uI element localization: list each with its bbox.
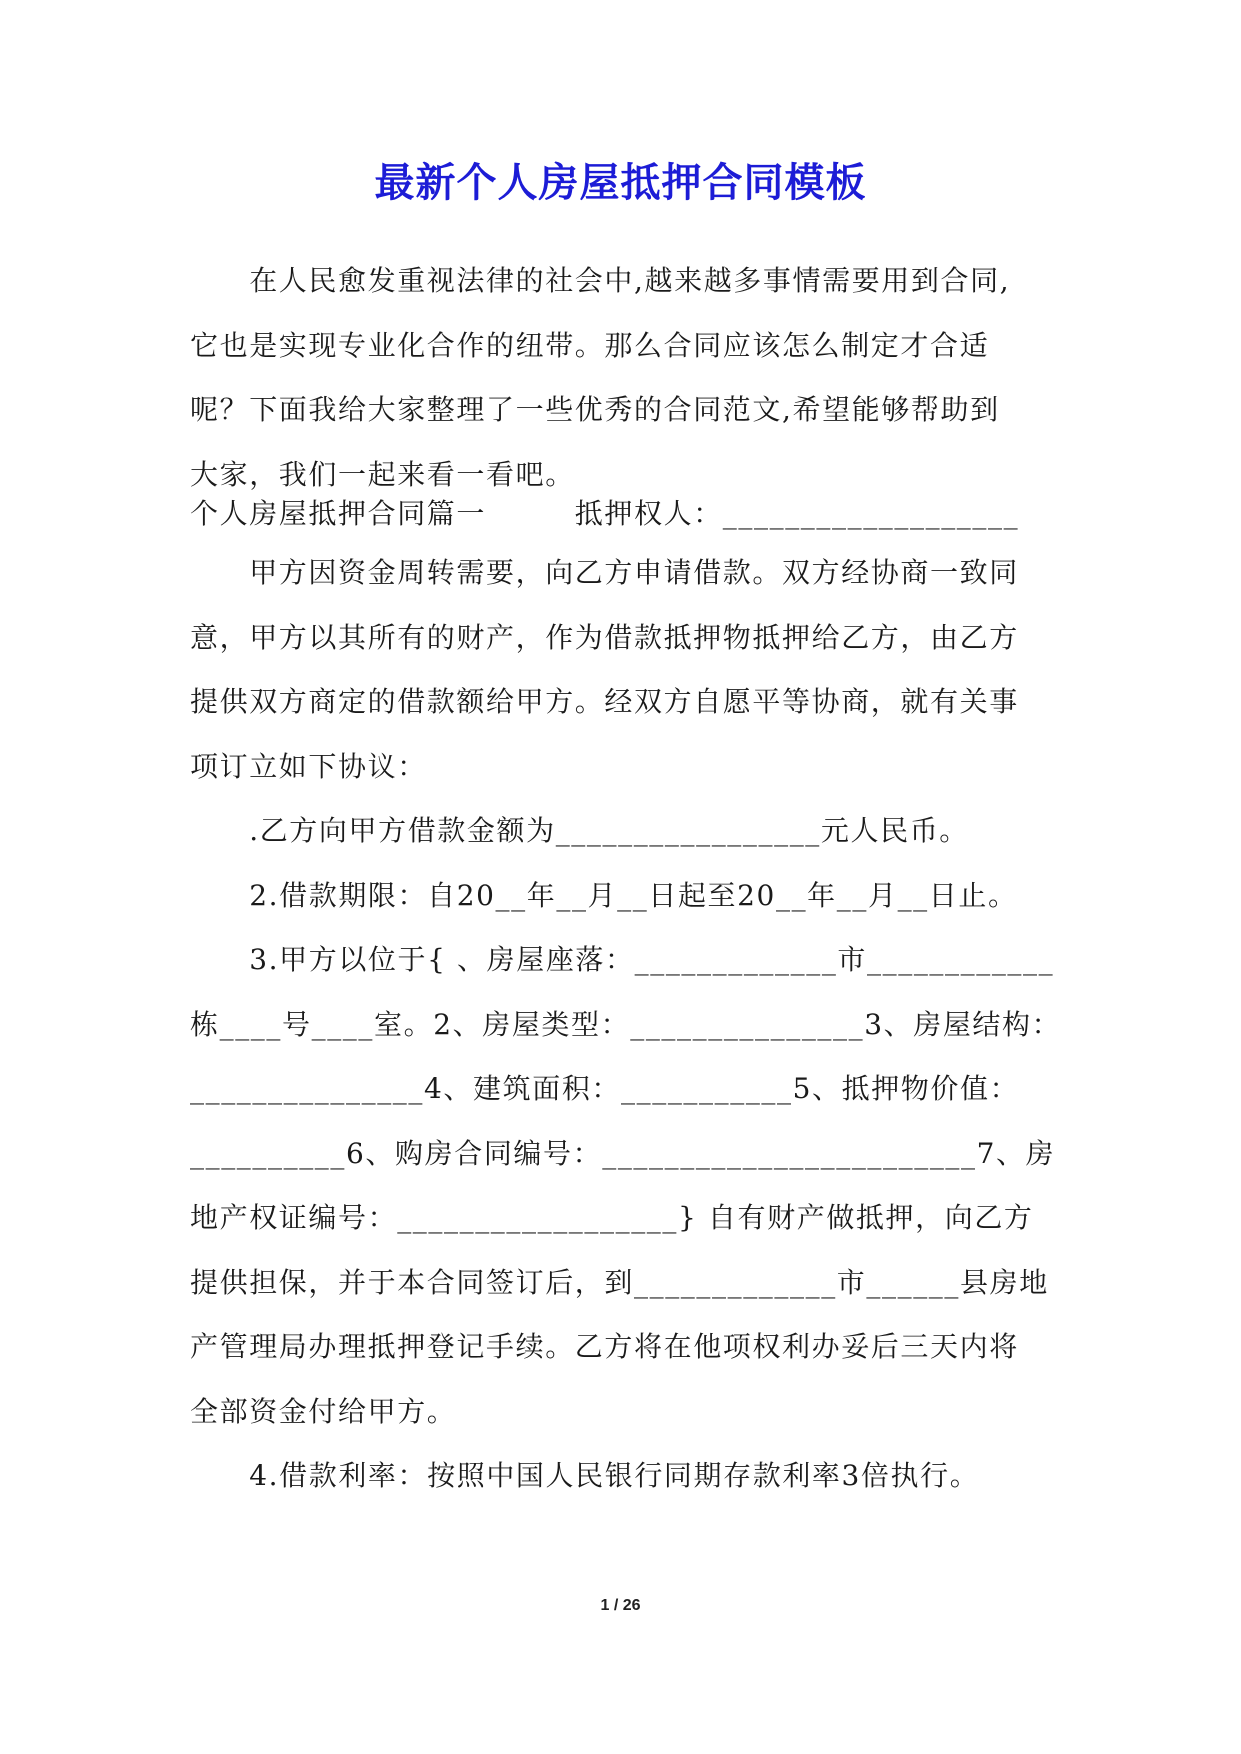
body-line: 呢？下面我给大家整理了一些优秀的合同范文,希望能够帮助到 — [190, 393, 1000, 426]
clause-line: 提供担保，并于本合同签订后，到_____________市______县房地 — [190, 1265, 1049, 1299]
clause-line: 2.借款期限：自20__年__月__日起至20__年__月__日止。 — [190, 878, 1018, 912]
clause-line: 栋____号____室。2、房屋类型：_______________3、房屋结构： — [190, 1007, 1062, 1041]
clause-line: 产管理局办理抵押登记手续。乙方将在他项权利办妥后三天内将 — [190, 1330, 1019, 1363]
body-line: 意，甲方以其所有的财产，作为借款抵押物抵押给乙方，由乙方 — [190, 620, 1019, 654]
document-title: 最新个人房屋抵押合同模板 — [374, 159, 867, 206]
clause-line: 3.甲方以位于{ 、房屋座落：_____________市____________ — [190, 943, 1055, 976]
clause-line: 全部资金付给甲方。 — [190, 1394, 457, 1428]
body-line: 甲方因资金周转需要，向乙方申请借款。双方经协商一致同 — [190, 556, 1019, 589]
body-line: 在人民愈发重视法律的社会中,越来越多事情需要用到合同, — [190, 264, 1011, 297]
body-line: 提供双方商定的借款额给甲方。经双方自愿平等协商，就有关事 — [190, 685, 1019, 718]
body-line: 项订立如下协议： — [190, 749, 427, 783]
body-line: 它也是实现专业化合作的纽带。那么合同应该怎么制定才合适 — [190, 328, 990, 362]
section-heading: 个人房屋抵押合同篇一 抵押权人：___________________ — [190, 497, 1020, 530]
clause-line: .乙方向甲方借款金额为_________________元人民币。 — [190, 814, 969, 847]
document-body — [190, 249, 1060, 507]
clause-line: __________6、购房合同编号：________________________7、房 — [190, 1136, 1056, 1170]
clause-line: 4.借款利率：按照中国人民银行同期存款利率3倍执行。 — [190, 1459, 980, 1492]
page-number: 1 / 26 — [600, 1597, 641, 1614]
clause-line: 地产权证编号：__________________} 自有财产做抵押，向乙方 — [190, 1201, 1034, 1234]
section-heading-row — [190, 482, 1060, 547]
contract-body — [190, 541, 1060, 1509]
body-line: 大家，我们一起来看一看吧。 — [190, 457, 575, 491]
clause-line: _______________4、建筑面积：___________5、抵押物价值： — [190, 1072, 1020, 1105]
